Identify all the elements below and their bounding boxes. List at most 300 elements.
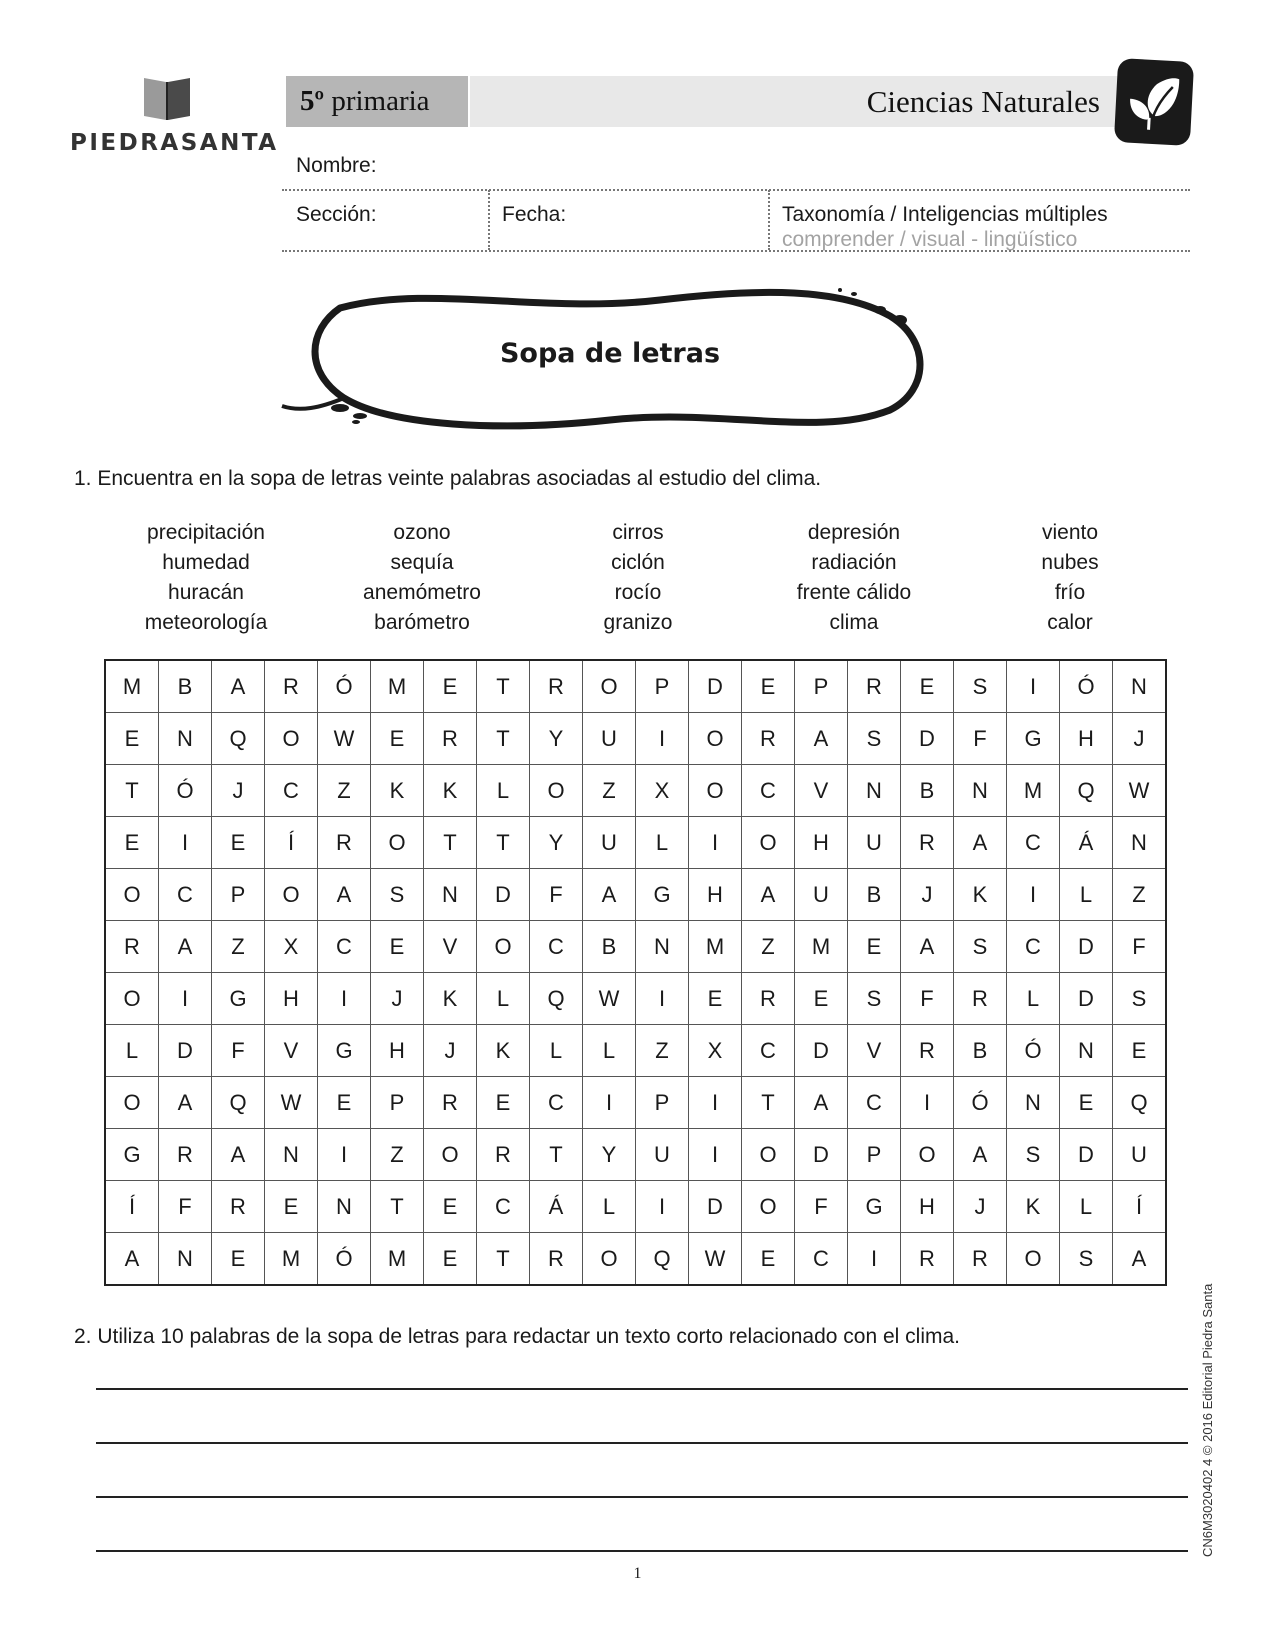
letter-cell[interactable]: I bbox=[689, 1077, 742, 1129]
letter-cell[interactable]: A bbox=[954, 817, 1007, 869]
letter-cell[interactable]: Q bbox=[530, 973, 583, 1025]
letter-cell[interactable]: F bbox=[954, 713, 1007, 765]
letter-cell[interactable]: Z bbox=[318, 765, 371, 817]
letter-cell[interactable]: F bbox=[795, 1181, 848, 1233]
letter-cell[interactable]: T bbox=[105, 765, 159, 817]
letter-cell[interactable]: Ó bbox=[1060, 660, 1113, 713]
letter-cell[interactable]: I bbox=[318, 973, 371, 1025]
letter-cell[interactable]: Í bbox=[1113, 1181, 1167, 1233]
word-column bbox=[98, 518, 314, 638]
letter-cell[interactable]: A bbox=[159, 1077, 212, 1129]
letter-cell[interactable]: C bbox=[318, 921, 371, 973]
letter-cell[interactable]: E bbox=[742, 660, 795, 713]
grid-row bbox=[105, 1077, 1166, 1129]
letter-cell[interactable]: G bbox=[636, 869, 689, 921]
letter-cell[interactable]: K bbox=[1007, 1181, 1060, 1233]
letter-cell[interactable]: I bbox=[159, 973, 212, 1025]
letter-cell[interactable]: X bbox=[689, 1025, 742, 1077]
word-column bbox=[746, 518, 962, 638]
letter-cell[interactable]: I bbox=[636, 1181, 689, 1233]
letter-cell[interactable]: E bbox=[424, 1181, 477, 1233]
grade-label bbox=[300, 85, 430, 118]
letter-cell[interactable]: E bbox=[795, 973, 848, 1025]
worksheet-title: Sopa de letras bbox=[499, 338, 721, 369]
letter-cell[interactable]: J bbox=[1113, 713, 1167, 765]
subject-bar bbox=[470, 76, 1130, 127]
word-item: anemómetro bbox=[363, 581, 481, 604]
letter-cell[interactable]: O bbox=[105, 973, 159, 1025]
letter-cell[interactable]: R bbox=[901, 1025, 954, 1077]
grade-box bbox=[286, 76, 468, 127]
letter-cell[interactable]: O bbox=[742, 817, 795, 869]
word-item: granizo bbox=[603, 611, 673, 634]
letter-cell[interactable]: C bbox=[530, 921, 583, 973]
letter-cell[interactable]: K bbox=[954, 869, 1007, 921]
letter-cell[interactable]: D bbox=[477, 869, 530, 921]
letter-cell[interactable]: F bbox=[901, 973, 954, 1025]
letter-cell[interactable]: L bbox=[477, 973, 530, 1025]
letter-cell[interactable]: A bbox=[212, 660, 265, 713]
letter-cell[interactable]: E bbox=[265, 1181, 318, 1233]
letter-cell[interactable]: U bbox=[848, 817, 901, 869]
word-item: calor bbox=[1047, 611, 1093, 634]
letter-cell[interactable]: J bbox=[424, 1025, 477, 1077]
letter-cell[interactable]: I bbox=[848, 1233, 901, 1286]
letter-cell[interactable]: Z bbox=[636, 1025, 689, 1077]
letter-cell[interactable]: P bbox=[212, 869, 265, 921]
letter-cell[interactable]: I bbox=[1007, 660, 1060, 713]
letter-cell[interactable]: R bbox=[848, 660, 901, 713]
word-item: cirros bbox=[612, 521, 664, 544]
word-search-grid bbox=[104, 659, 1167, 1286]
book-logo-icon bbox=[142, 74, 192, 120]
letter-cell[interactable]: I bbox=[689, 1129, 742, 1181]
letter-cell[interactable]: U bbox=[795, 869, 848, 921]
letter-cell[interactable]: E bbox=[424, 660, 477, 713]
letter-cell[interactable]: A bbox=[318, 869, 371, 921]
letter-cell[interactable]: V bbox=[265, 1025, 318, 1077]
letter-cell[interactable]: O bbox=[901, 1129, 954, 1181]
letter-cell[interactable]: R bbox=[265, 660, 318, 713]
letter-cell[interactable]: M bbox=[265, 1233, 318, 1286]
logo-text: PIEDRASANTA bbox=[70, 130, 279, 156]
letter-cell[interactable]: T bbox=[371, 1181, 424, 1233]
letter-cell[interactable]: E bbox=[689, 973, 742, 1025]
letter-cell[interactable]: B bbox=[954, 1025, 1007, 1077]
letter-cell[interactable]: F bbox=[212, 1025, 265, 1077]
subject-title: Ciencias Naturales bbox=[866, 84, 1100, 119]
letter-cell[interactable]: H bbox=[689, 869, 742, 921]
letter-cell[interactable]: G bbox=[105, 1129, 159, 1181]
letter-cell[interactable]: Ó bbox=[318, 660, 371, 713]
letter-cell[interactable]: D bbox=[1060, 1129, 1113, 1181]
word-item: sequía bbox=[390, 551, 454, 574]
word-item: ozono bbox=[393, 521, 451, 544]
divider-vertical bbox=[488, 190, 490, 250]
letter-cell[interactable]: R bbox=[212, 1181, 265, 1233]
letter-cell[interactable]: Y bbox=[530, 713, 583, 765]
letter-cell[interactable]: D bbox=[689, 1181, 742, 1233]
letter-cell[interactable]: O bbox=[583, 660, 636, 713]
letter-cell[interactable]: W bbox=[583, 973, 636, 1025]
letter-cell[interactable]: E bbox=[212, 817, 265, 869]
letter-cell[interactable]: D bbox=[795, 1129, 848, 1181]
word-column bbox=[962, 518, 1178, 638]
letter-cell[interactable]: L bbox=[530, 1025, 583, 1077]
divider-vertical bbox=[768, 190, 770, 250]
letter-cell[interactable]: A bbox=[954, 1129, 1007, 1181]
letter-cell[interactable]: T bbox=[477, 660, 530, 713]
letter-cell[interactable]: I bbox=[636, 713, 689, 765]
letter-cell[interactable]: V bbox=[795, 765, 848, 817]
leaf-icon bbox=[1124, 71, 1183, 134]
grid-row bbox=[105, 869, 1166, 921]
letter-cell[interactable]: R bbox=[477, 1129, 530, 1181]
letter-cell[interactable]: P bbox=[795, 660, 848, 713]
letter-cell[interactable]: R bbox=[954, 1233, 1007, 1286]
letter-cell[interactable]: A bbox=[159, 921, 212, 973]
letter-cell[interactable]: T bbox=[530, 1129, 583, 1181]
letter-cell[interactable]: N bbox=[1007, 1077, 1060, 1129]
word-list bbox=[98, 518, 1178, 642]
grid-row bbox=[105, 765, 1166, 817]
letter-cell[interactable]: A bbox=[901, 921, 954, 973]
letter-cell[interactable]: S bbox=[371, 869, 424, 921]
letter-cell[interactable]: R bbox=[742, 973, 795, 1025]
letter-cell[interactable]: L bbox=[583, 1025, 636, 1077]
letter-cell[interactable]: I bbox=[901, 1077, 954, 1129]
letter-cell[interactable]: F bbox=[159, 1181, 212, 1233]
letter-cell[interactable]: C bbox=[530, 1077, 583, 1129]
letter-cell[interactable]: R bbox=[159, 1129, 212, 1181]
letter-cell[interactable]: M bbox=[371, 1233, 424, 1286]
letter-cell[interactable]: H bbox=[1060, 713, 1113, 765]
letter-cell[interactable]: Í bbox=[265, 817, 318, 869]
letter-cell[interactable]: B bbox=[848, 869, 901, 921]
letter-cell[interactable]: S bbox=[1007, 1129, 1060, 1181]
letter-cell[interactable]: M bbox=[1007, 765, 1060, 817]
page-number: 1 bbox=[633, 1565, 642, 1582]
nombre-label: Nombre: bbox=[296, 154, 377, 177]
letter-cell[interactable]: O bbox=[742, 1129, 795, 1181]
letter-cell[interactable]: A bbox=[583, 869, 636, 921]
letter-cell[interactable]: K bbox=[477, 1025, 530, 1077]
letter-cell[interactable]: A bbox=[212, 1129, 265, 1181]
letter-cell[interactable]: P bbox=[636, 1077, 689, 1129]
letter-cell[interactable]: Á bbox=[530, 1181, 583, 1233]
letter-cell[interactable]: H bbox=[265, 973, 318, 1025]
letter-cell[interactable]: R bbox=[318, 817, 371, 869]
word-item: radiación bbox=[811, 551, 897, 574]
letter-cell[interactable]: C bbox=[742, 1025, 795, 1077]
letter-cell[interactable]: S bbox=[954, 921, 1007, 973]
letter-cell[interactable]: J bbox=[954, 1181, 1007, 1233]
letter-cell[interactable]: U bbox=[583, 817, 636, 869]
letter-cell[interactable]: X bbox=[265, 921, 318, 973]
letter-cell[interactable]: Ó bbox=[318, 1233, 371, 1286]
letter-cell[interactable]: S bbox=[848, 973, 901, 1025]
letter-cell[interactable]: L bbox=[636, 817, 689, 869]
letter-cell[interactable]: W bbox=[318, 713, 371, 765]
letter-cell[interactable]: F bbox=[1113, 921, 1167, 973]
letter-cell[interactable]: T bbox=[477, 1233, 530, 1286]
letter-cell[interactable]: D bbox=[795, 1025, 848, 1077]
letter-cell[interactable]: T bbox=[742, 1077, 795, 1129]
letter-cell[interactable]: C bbox=[1007, 817, 1060, 869]
letter-cell[interactable]: E bbox=[901, 660, 954, 713]
letter-cell[interactable]: J bbox=[212, 765, 265, 817]
letter-cell[interactable]: N bbox=[954, 765, 1007, 817]
letter-cell[interactable]: Y bbox=[530, 817, 583, 869]
letter-cell[interactable]: O bbox=[689, 713, 742, 765]
letter-cell[interactable]: D bbox=[1060, 973, 1113, 1025]
letter-cell[interactable]: C bbox=[477, 1181, 530, 1233]
letter-cell[interactable]: N bbox=[636, 921, 689, 973]
letter-cell[interactable]: U bbox=[583, 713, 636, 765]
letter-cell[interactable]: B bbox=[159, 660, 212, 713]
letter-cell[interactable]: I bbox=[583, 1077, 636, 1129]
letter-cell[interactable]: H bbox=[901, 1181, 954, 1233]
letter-cell[interactable]: S bbox=[954, 660, 1007, 713]
letter-cell[interactable]: E bbox=[212, 1233, 265, 1286]
letter-cell[interactable]: A bbox=[105, 1233, 159, 1286]
letter-cell[interactable]: Z bbox=[742, 921, 795, 973]
letter-cell[interactable]: N bbox=[1060, 1025, 1113, 1077]
letter-cell[interactable]: N bbox=[1113, 660, 1167, 713]
letter-cell[interactable]: W bbox=[689, 1233, 742, 1286]
grid-row bbox=[105, 921, 1166, 973]
letter-cell[interactable]: G bbox=[212, 973, 265, 1025]
word-item: nubes bbox=[1041, 551, 1099, 574]
letter-cell[interactable]: K bbox=[371, 765, 424, 817]
letter-cell[interactable]: I bbox=[318, 1129, 371, 1181]
letter-cell[interactable]: M bbox=[689, 921, 742, 973]
letter-cell[interactable]: R bbox=[424, 1077, 477, 1129]
letter-cell[interactable]: E bbox=[105, 713, 159, 765]
letter-cell[interactable]: Z bbox=[583, 765, 636, 817]
letter-cell[interactable]: Q bbox=[636, 1233, 689, 1286]
letter-cell[interactable]: R bbox=[530, 1233, 583, 1286]
letter-cell[interactable]: O bbox=[371, 817, 424, 869]
letter-cell[interactable]: R bbox=[742, 713, 795, 765]
letter-cell[interactable]: V bbox=[424, 921, 477, 973]
writing-line[interactable] bbox=[96, 1442, 1188, 1444]
letter-cell[interactable]: N bbox=[318, 1181, 371, 1233]
letter-cell[interactable]: D bbox=[1060, 921, 1113, 973]
word-item: barómetro bbox=[374, 611, 470, 634]
letter-cell[interactable]: N bbox=[424, 869, 477, 921]
letter-cell[interactable]: Q bbox=[1113, 1077, 1167, 1129]
instruction-1: 1. Encuentra en la sopa de letras veinte palabras asociadas al estudio del clima. bbox=[74, 467, 822, 490]
letter-cell[interactable]: C bbox=[795, 1233, 848, 1286]
word-item: meteorología bbox=[144, 611, 268, 634]
letter-cell[interactable]: N bbox=[265, 1129, 318, 1181]
letter-cell[interactable]: L bbox=[583, 1181, 636, 1233]
letter-cell[interactable]: A bbox=[742, 869, 795, 921]
letter-cell[interactable]: H bbox=[795, 817, 848, 869]
letter-cell[interactable]: G bbox=[318, 1025, 371, 1077]
letter-cell[interactable]: K bbox=[424, 973, 477, 1025]
letter-cell[interactable]: O bbox=[424, 1129, 477, 1181]
grid-row bbox=[105, 973, 1166, 1025]
letter-cell[interactable]: R bbox=[105, 921, 159, 973]
word-column bbox=[530, 518, 746, 638]
word-item: depresión bbox=[807, 521, 901, 544]
letter-cell[interactable]: I bbox=[636, 973, 689, 1025]
letter-cell[interactable]: E bbox=[848, 921, 901, 973]
letter-cell[interactable]: L bbox=[1007, 973, 1060, 1025]
letter-cell[interactable]: E bbox=[1113, 1025, 1167, 1077]
letter-cell[interactable]: C bbox=[848, 1077, 901, 1129]
letter-cell[interactable]: P bbox=[371, 1077, 424, 1129]
letter-cell[interactable]: O bbox=[1007, 1233, 1060, 1286]
letter-cell[interactable]: M bbox=[371, 660, 424, 713]
letter-cell[interactable]: N bbox=[848, 765, 901, 817]
letter-cell[interactable]: V bbox=[848, 1025, 901, 1077]
letter-cell[interactable]: H bbox=[371, 1025, 424, 1077]
letter-cell[interactable]: Z bbox=[1113, 869, 1167, 921]
letter-cell[interactable]: J bbox=[901, 869, 954, 921]
letter-cell[interactable]: O bbox=[583, 1233, 636, 1286]
letter-cell[interactable]: C bbox=[265, 765, 318, 817]
letter-cell[interactable]: A bbox=[795, 1077, 848, 1129]
letter-cell[interactable]: E bbox=[742, 1233, 795, 1286]
grid-row bbox=[105, 713, 1166, 765]
letter-cell[interactable]: S bbox=[1060, 1233, 1113, 1286]
letter-cell[interactable]: D bbox=[689, 660, 742, 713]
letter-cell[interactable]: W bbox=[1113, 765, 1167, 817]
word-item: clima bbox=[829, 611, 879, 634]
letter-cell[interactable]: A bbox=[795, 713, 848, 765]
letter-cell[interactable]: G bbox=[848, 1181, 901, 1233]
letter-cell[interactable]: Á bbox=[1060, 817, 1113, 869]
instruction-2: 2. Utiliza 10 palabras de la sopa de letras para redactar un texto corto relacionado con el clima. bbox=[74, 1325, 960, 1348]
letter-cell[interactable]: E bbox=[318, 1077, 371, 1129]
letter-cell[interactable]: E bbox=[371, 921, 424, 973]
grid-row bbox=[105, 1129, 1166, 1181]
letter-cell[interactable]: R bbox=[530, 660, 583, 713]
letter-cell[interactable]: Ó bbox=[954, 1077, 1007, 1129]
letter-cell[interactable]: Z bbox=[371, 1129, 424, 1181]
letter-cell[interactable]: F bbox=[530, 869, 583, 921]
letter-cell[interactable]: L bbox=[105, 1025, 159, 1077]
letter-cell[interactable]: C bbox=[159, 869, 212, 921]
word-column bbox=[314, 518, 530, 638]
letter-cell[interactable]: S bbox=[1113, 973, 1167, 1025]
letter-cell[interactable]: Q bbox=[1060, 765, 1113, 817]
word-item: precipitación bbox=[147, 521, 265, 544]
grade-word: primaria bbox=[331, 85, 430, 117]
grid-row bbox=[105, 1025, 1166, 1077]
letter-cell[interactable]: E bbox=[424, 1233, 477, 1286]
letter-cell[interactable]: P bbox=[636, 660, 689, 713]
letter-cell[interactable]: P bbox=[848, 1129, 901, 1181]
letter-cell[interactable]: X bbox=[636, 765, 689, 817]
letter-cell[interactable]: Y bbox=[583, 1129, 636, 1181]
divider-line bbox=[282, 189, 1190, 191]
letter-cell[interactable]: E bbox=[105, 817, 159, 869]
letter-cell[interactable]: O bbox=[265, 713, 318, 765]
letter-cell[interactable]: R bbox=[424, 713, 477, 765]
publisher-logo bbox=[70, 74, 279, 164]
copyright-side-text: CN6M3020402 4 © 2016 Editorial Piedra Santa bbox=[1200, 1283, 1215, 1557]
taxonomia-sub: comprender / visual - lingüístico bbox=[782, 228, 1078, 251]
fecha-label: Fecha: bbox=[502, 203, 567, 226]
letter-cell[interactable]: E bbox=[1060, 1077, 1113, 1129]
letter-cell[interactable]: Ó bbox=[1007, 1025, 1060, 1077]
letter-cell[interactable]: L bbox=[1060, 869, 1113, 921]
letter-cell[interactable]: Z bbox=[212, 921, 265, 973]
letter-cell[interactable]: N bbox=[159, 1233, 212, 1286]
seccion-label: Sección: bbox=[296, 203, 377, 226]
letter-cell[interactable]: O bbox=[105, 869, 159, 921]
letter-cell[interactable]: J bbox=[371, 973, 424, 1025]
writing-line[interactable] bbox=[96, 1496, 1188, 1498]
letter-cell[interactable]: A bbox=[1113, 1233, 1167, 1286]
letter-cell[interactable]: B bbox=[583, 921, 636, 973]
grid-row bbox=[105, 1233, 1166, 1286]
letter-cell[interactable]: O bbox=[265, 869, 318, 921]
letter-cell[interactable]: D bbox=[159, 1025, 212, 1077]
letter-cell[interactable]: Q bbox=[212, 713, 265, 765]
letter-cell[interactable]: O bbox=[105, 1077, 159, 1129]
letter-cell[interactable]: G bbox=[1007, 713, 1060, 765]
letter-cell[interactable]: N bbox=[1113, 817, 1167, 869]
letter-cell[interactable]: I bbox=[1007, 869, 1060, 921]
letter-cell[interactable]: T bbox=[477, 817, 530, 869]
letter-cell[interactable]: E bbox=[477, 1077, 530, 1129]
letter-cell[interactable]: S bbox=[848, 713, 901, 765]
letter-cell[interactable]: Q bbox=[212, 1077, 265, 1129]
letter-cell[interactable]: O bbox=[477, 921, 530, 973]
letter-cell[interactable]: N bbox=[159, 713, 212, 765]
letter-cell[interactable]: B bbox=[901, 765, 954, 817]
letter-cell[interactable]: K bbox=[424, 765, 477, 817]
letter-cell[interactable]: Í bbox=[105, 1181, 159, 1233]
letter-cell[interactable]: O bbox=[742, 1181, 795, 1233]
letter-cell[interactable]: U bbox=[636, 1129, 689, 1181]
letter-cell[interactable]: R bbox=[901, 817, 954, 869]
letter-cell[interactable]: C bbox=[1007, 921, 1060, 973]
letter-cell[interactable]: Ó bbox=[159, 765, 212, 817]
letter-cell[interactable]: W bbox=[265, 1077, 318, 1129]
letter-cell[interactable]: M bbox=[795, 921, 848, 973]
taxonomia-label: Taxonomía / Inteligencias múltiples bbox=[782, 203, 1108, 226]
letter-cell[interactable]: D bbox=[901, 713, 954, 765]
leaf-badge bbox=[1114, 58, 1194, 146]
divider-line bbox=[282, 250, 1190, 252]
writing-line[interactable] bbox=[96, 1388, 1188, 1390]
letter-cell[interactable]: R bbox=[954, 973, 1007, 1025]
letter-cell[interactable]: O bbox=[530, 765, 583, 817]
letter-cell[interactable]: E bbox=[371, 713, 424, 765]
writing-line[interactable] bbox=[96, 1550, 1188, 1552]
word-item: frente cálido bbox=[796, 581, 912, 604]
letter-cell[interactable]: M bbox=[105, 660, 159, 713]
letter-cell[interactable]: L bbox=[477, 765, 530, 817]
letter-cell[interactable]: C bbox=[742, 765, 795, 817]
grade-number: 5º bbox=[300, 85, 325, 117]
letter-cell[interactable]: T bbox=[477, 713, 530, 765]
word-item: rocío bbox=[614, 581, 662, 604]
letter-cell[interactable]: R bbox=[901, 1233, 954, 1286]
letter-cell[interactable]: I bbox=[159, 817, 212, 869]
letter-cell[interactable]: U bbox=[1113, 1129, 1167, 1181]
letter-cell[interactable]: T bbox=[424, 817, 477, 869]
letter-cell[interactable]: I bbox=[689, 817, 742, 869]
letter-cell[interactable]: O bbox=[689, 765, 742, 817]
letter-cell[interactable]: L bbox=[1060, 1181, 1113, 1233]
